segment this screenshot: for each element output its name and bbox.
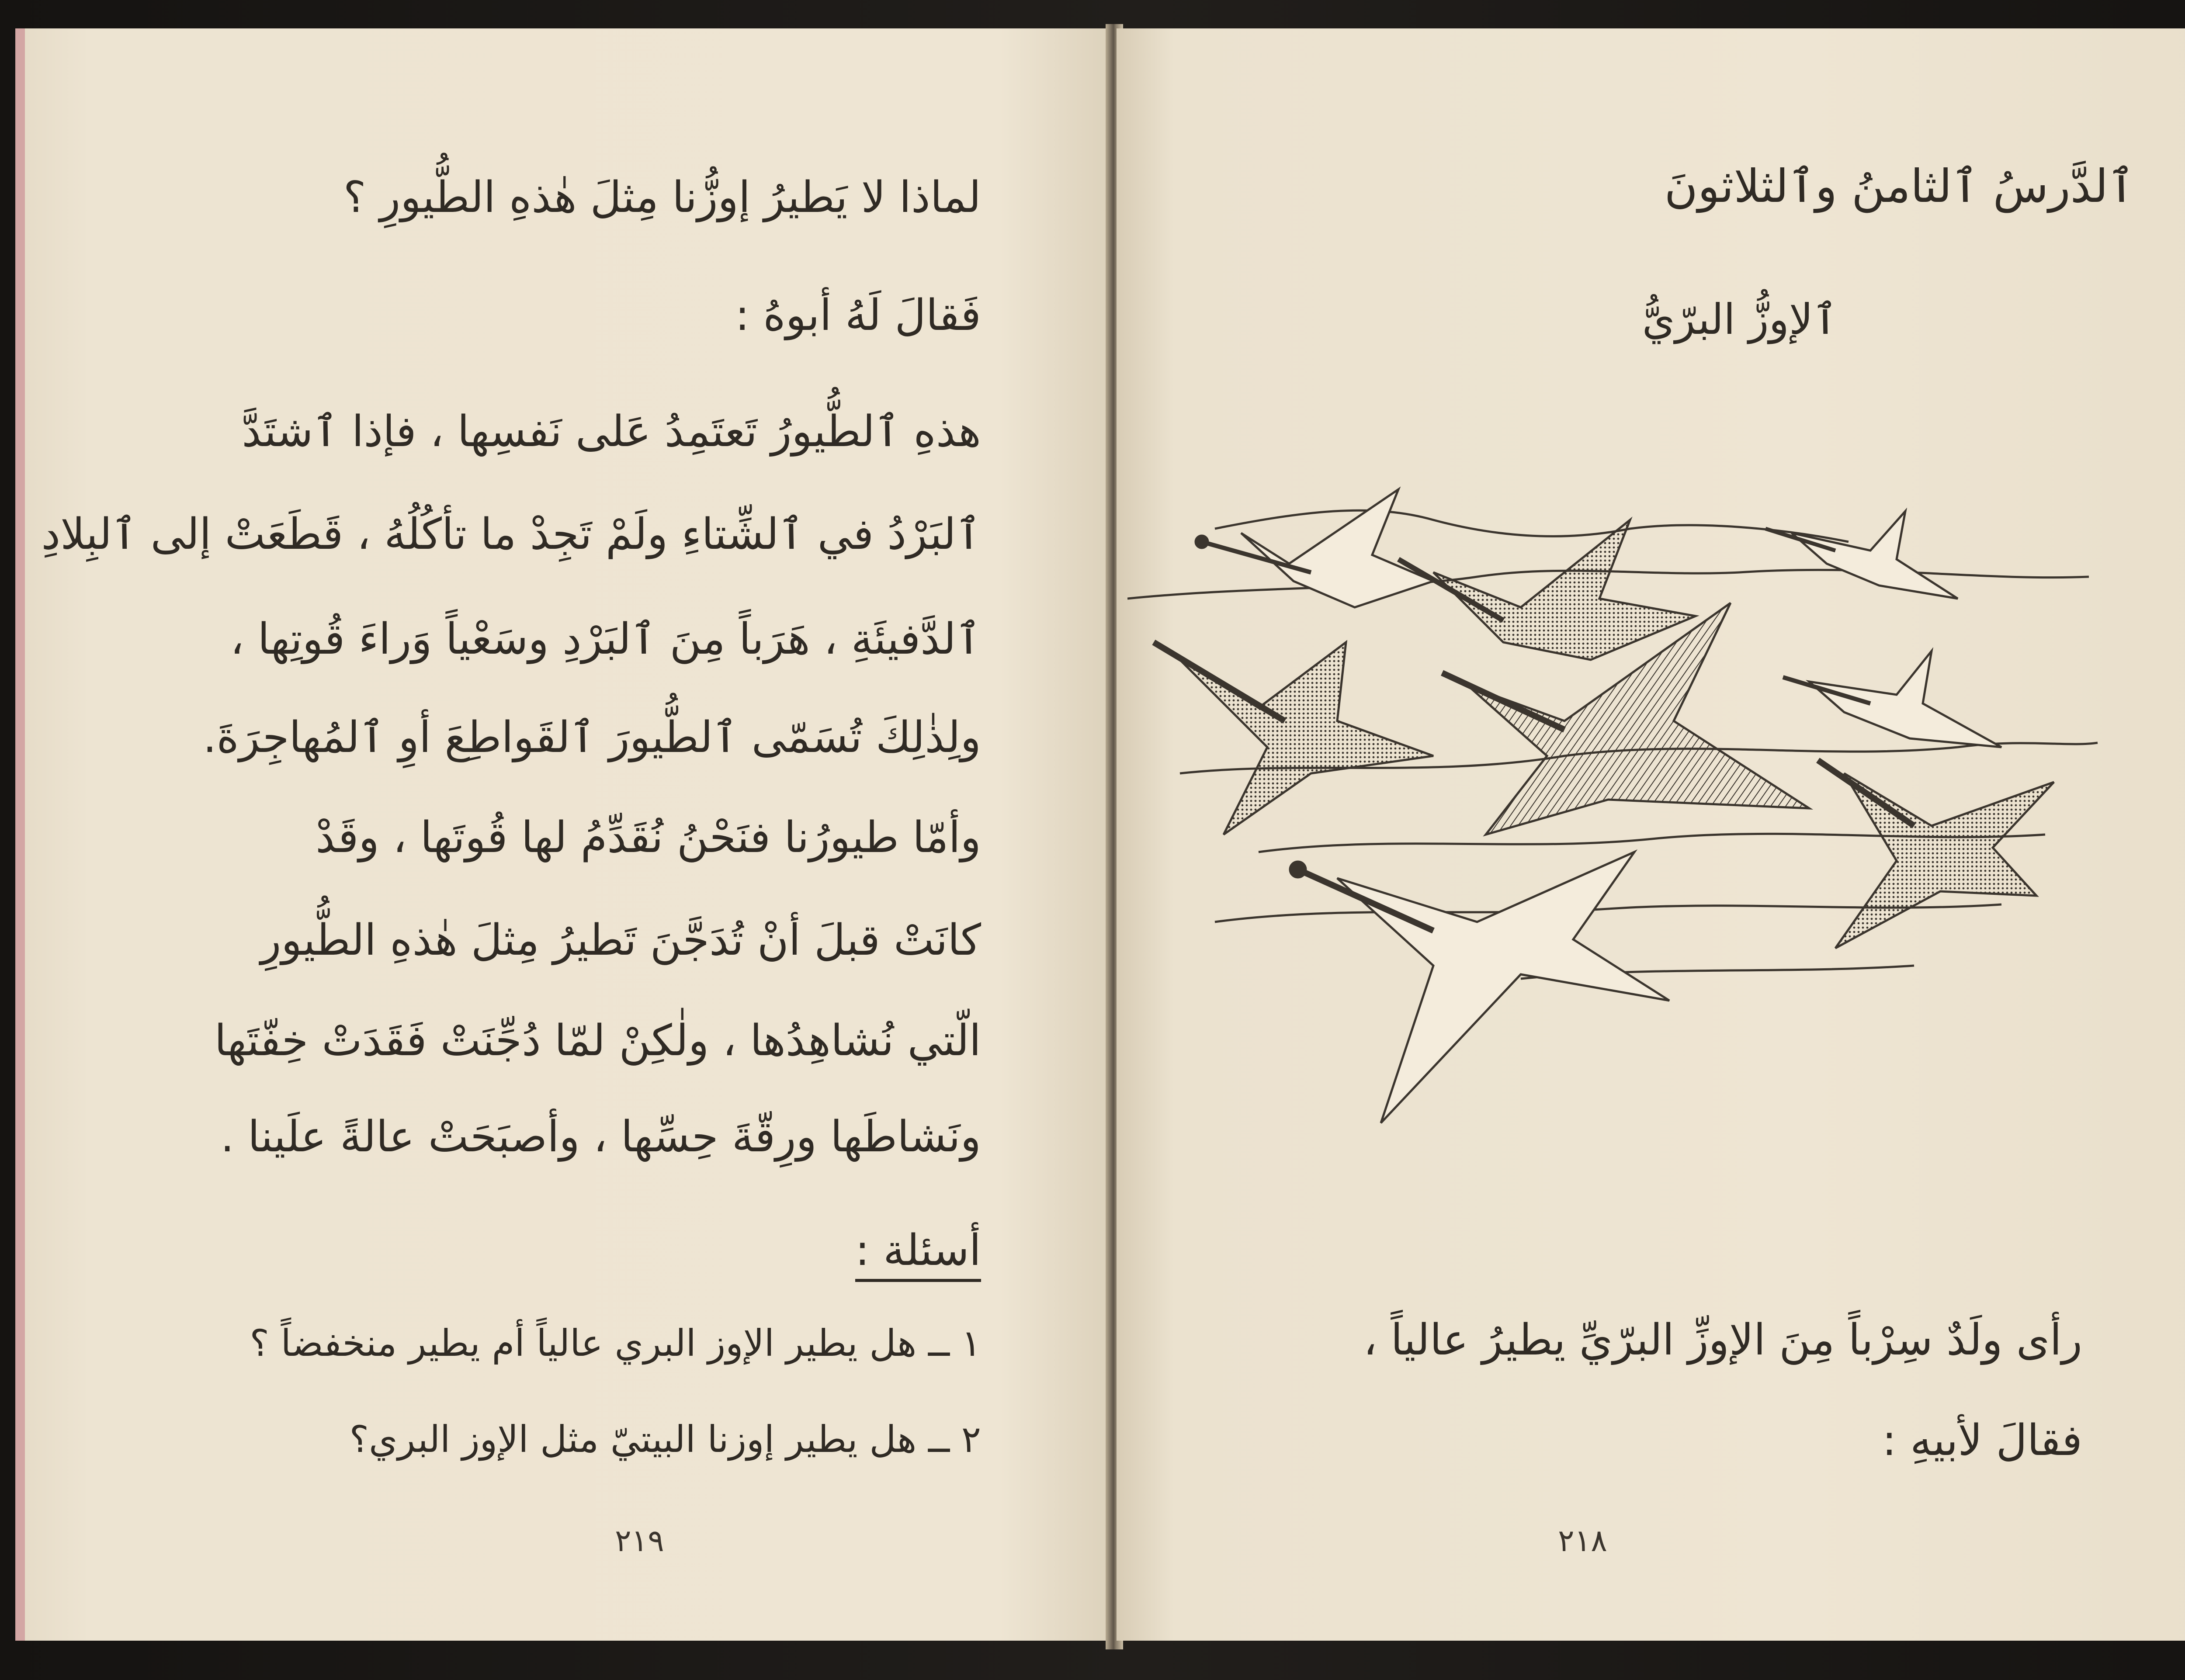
goose-7 bbox=[1818, 760, 2054, 948]
lesson-title: ٱلدَّرسُ ٱلثامنُ وٱلثلاثونَ bbox=[1664, 159, 2135, 213]
questions-heading-label: أسئلة : bbox=[855, 1226, 981, 1282]
text-line-6: ولِذٰلِكَ تُسَمّى ٱلطُّيورَ ٱلقَواطِعَ أوِ ٱلمُهاجِرَةَ. bbox=[203, 713, 981, 762]
question-1: ١ ــ هل يطير الإوز البري عالياً أم يطير منخفضاً ؟ bbox=[250, 1322, 981, 1365]
text-line-3: هذهِ ٱلطُّيورُ تَعتَمِدُ عَلى نَفسِها ، فإذا ٱشتَدَّ bbox=[242, 407, 981, 457]
goose-3 bbox=[1765, 511, 1958, 599]
questions-heading bbox=[855, 1226, 981, 1275]
text-line-1: لماذا لا يَطيرُ إوزُّنا مِثلَ هٰذهِ الطُّيورِ ؟ bbox=[343, 173, 981, 222]
story-line-1: رأى ولَدٌ سِرْباً مِنَ الإوزِّ البرّيِّ يطيرُ عالياً ، bbox=[1363, 1315, 2082, 1365]
text-line-10: ونَشاطَها ورِقّةَ حِسِّها ، وأصبَحَتْ عالةً علَينا . bbox=[220, 1112, 981, 1162]
text-line-5: ٱلدَّفيئَةِ ، هَرَباً مِنَ ٱلبَرْدِ وسَعْياً وَراءَ قُوتِها ، bbox=[230, 614, 981, 664]
goose-2 bbox=[1398, 520, 1696, 660]
goose-6 bbox=[1783, 651, 2001, 747]
text-line-7: وأمّا طيورُنا فنَحْنُ نُقَدِّمُ لها قُوتَها ، وقَدْ bbox=[316, 813, 981, 863]
page-number-left: ٢١٩ bbox=[615, 1523, 664, 1559]
left-page bbox=[15, 28, 1108, 1641]
goose-8 bbox=[1290, 852, 1669, 1123]
text-line-4: ٱلبَرْدُ في ٱلشِّتاءِ ولَمْ تَجِدْ ما تأكُلُهُ ، قَطَعَتْ إلى ٱلبِلادِ bbox=[41, 509, 981, 559]
lesson-subtitle: ٱلإوزُّ البرّيُّ bbox=[1642, 295, 1838, 344]
goose-1 bbox=[1196, 489, 1433, 607]
flying-geese-illustration bbox=[1127, 476, 2115, 1158]
question-2: ٢ ــ هل يطير إوزنا البيتيّ مثل الإوز البري؟ bbox=[349, 1418, 981, 1461]
text-line-9: الّتي نُشاهِدُها ، ولٰكِنْ لمّا دُجِّنَتْ فَقَدَتْ خِفّتَها bbox=[214, 1016, 981, 1066]
text-line-8: كانَتْ قبلَ أنْ تُدَجَّنَ تَطيرُ مِثلَ هٰذهِ الطُّيورِ bbox=[260, 915, 981, 965]
page-number-right: ٢١٨ bbox=[1558, 1523, 1607, 1559]
story-line-2: فقالَ لأبيهِ : bbox=[1882, 1416, 2082, 1465]
goose-4 bbox=[1154, 642, 1433, 835]
text-line-2: فَقالَ لَهُ أبوهُ : bbox=[735, 291, 981, 340]
